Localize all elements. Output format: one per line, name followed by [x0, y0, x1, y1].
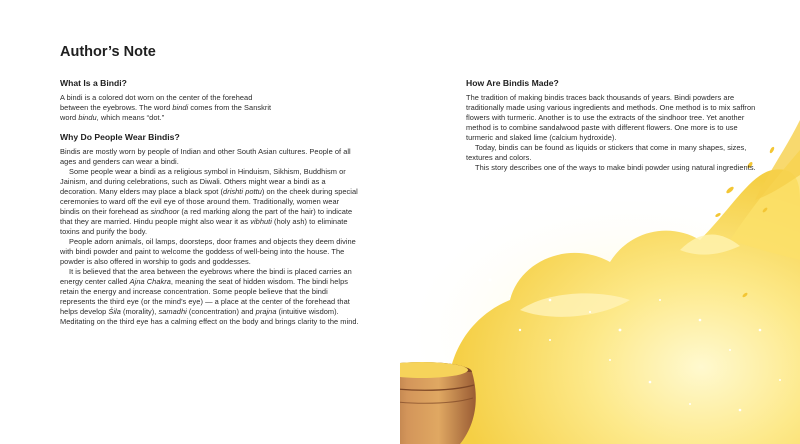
- clay-pot-icon: [400, 362, 476, 444]
- section-heading-how-made: How Are Bindis Made?: [466, 78, 559, 88]
- right-page: [400, 0, 800, 444]
- paragraph-how-made-3: This story describes one of the ways to make bindi powder using natural ingredients.: [475, 163, 756, 172]
- turmeric-powder-pot-illustration: [400, 0, 800, 444]
- paragraph-why-wear-1: Bindis are mostly worn by people of Indian and other South Asian cultures. People of all ages and genders can wear a bindi.: [60, 147, 351, 166]
- right-column: [466, 78, 758, 173]
- section-heading-what-is-bindi: What Is a Bindi?: [60, 78, 127, 88]
- paragraph-how-made-1: The tradition of making bindis traces back thousands of years. Bindi powders are traditionally made using various ingredients and methods. One method is to mix saffron flowers with turmeric. Another is to use the extracts of the sindhoor tree. Yet another method is to combine sandalwood paste with different flowers. One more is to use turmeric and slaked lime (calcium hydroxide).: [466, 93, 756, 142]
- paragraph-why-wear-4: It is believed that the area between the eyebrows where the bindi is placed carries an energy center called Ajna Chakra, meaning the seat of hidden wisdom. The bindi helps retain the energy and increase concentration. Some people believe that the bindi represents the third eye (or the mind’s eye) — a place at the center of the forehead that helps develop Śila (morality), samadhi (concentration) and prajna (intuitive wisdom). Meditating on the third eye has a calming effect on the body and brings clarity to the mind.: [60, 267, 359, 326]
- paragraph-why-wear-3: People adorn animals, oil lamps, doorsteps, door frames and objects they deem divine with bindi powder and paint to welcome the goddess of well-being into the house. The powder is also offered in worship to gods and goddesses.: [60, 237, 356, 266]
- page-title: Author’s Note: [60, 44, 156, 60]
- section-heading-why-wear: Why Do People Wear Bindis?: [60, 132, 180, 142]
- left-column: [60, 78, 360, 327]
- paragraph-how-made-2: Today, bindis can be found as liquids or stickers that come in many shapes, sizes, textures and colors.: [466, 143, 747, 162]
- paragraph-why-wear-2: Some people wear a bindi as a religious symbol in Hinduism, Sikhism, Buddhism or Jainism, and during celebrations, such as Diwali. Others might wear a bindi as a decoration. Many elders may place a black spot (drishti pottu) on the cheek during special ceremonies to ward off the evil eye of those around them. Traditionally, women wear bindis on their forehead as sindhoor (a red marking along the part of the hair) to indicate that they are married. Hindu people might also wear it as vibhuti (holy ash) to eliminate toxins and purify the body.: [60, 167, 358, 236]
- paragraph-what-is-bindi: A bindi is a colored dot worn on the center of the forehead between the eyebrows. The word bindi comes from the Sanskrit word bindu, which means “dot.”: [60, 93, 272, 122]
